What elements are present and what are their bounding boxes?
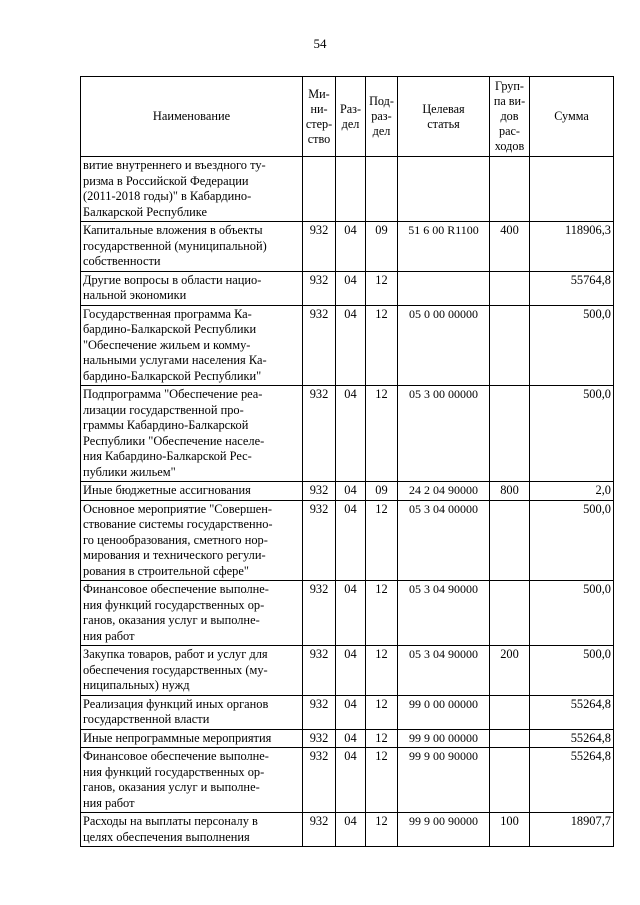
col-header-razdel: Раз- дел — [336, 77, 366, 157]
page-number: 54 — [313, 36, 327, 51]
cell-ministry: 932 — [303, 271, 336, 305]
cell-ministry — [303, 157, 336, 222]
cell-group: 800 — [490, 482, 530, 501]
cell-podrazdel — [366, 157, 398, 222]
cell-name: Основное мероприятие "Совершен- ствование системы государственно- го ценообразования, сметного нор- мирования и технического регули- рования в строительной сфере" — [81, 500, 303, 581]
cell-group — [490, 305, 530, 386]
cell-razdel: 04 — [336, 482, 366, 501]
cell-podrazdel: 12 — [366, 581, 398, 646]
cell-razdel: 04 — [336, 222, 366, 272]
table-row — [81, 813, 614, 847]
table-row — [81, 581, 614, 646]
cell-group — [490, 748, 530, 813]
cell-podrazdel: 12 — [366, 305, 398, 386]
cell-name: Капитальные вложения в объекты государственной (муниципальной) собственности — [81, 222, 303, 272]
cell-name: Финансовое обеспечение выполне- ния функций государственных ор- ганов, оказания услуг и выполне- ния работ — [81, 748, 303, 813]
col-header-sum: Сумма — [530, 77, 614, 157]
table-row — [81, 646, 614, 696]
cell-group — [490, 500, 530, 581]
cell-target: 99 9 00 90000 — [398, 813, 490, 847]
cell-sum: 55764,8 — [530, 271, 614, 305]
cell-target: 05 0 00 00000 — [398, 305, 490, 386]
cell-podrazdel: 12 — [366, 748, 398, 813]
cell-podrazdel: 12 — [366, 813, 398, 847]
cell-target: 51 6 00 R1100 — [398, 222, 490, 272]
cell-ministry: 932 — [303, 500, 336, 581]
cell-name: Государственная программа Ка- бардино-Балкарской Республики "Обеспечение жильем и комму- нальными услугами населения Ка- бардино-Балкарской Республики" — [81, 305, 303, 386]
cell-sum: 55264,8 — [530, 729, 614, 748]
cell-target: 24 2 04 90000 — [398, 482, 490, 501]
cell-ministry: 932 — [303, 482, 336, 501]
col-header-ministry: Ми- ни- стер- ство — [303, 77, 336, 157]
cell-sum: 118906,3 — [530, 222, 614, 272]
cell-target: 05 3 04 90000 — [398, 581, 490, 646]
cell-sum: 55264,8 — [530, 748, 614, 813]
table-row — [81, 729, 614, 748]
col-header-podrazdel: Под- раз- дел — [366, 77, 398, 157]
cell-sum: 500,0 — [530, 305, 614, 386]
cell-name: Другие вопросы в области нацио- нальной экономики — [81, 271, 303, 305]
cell-group: 200 — [490, 646, 530, 696]
table-row — [81, 157, 614, 222]
cell-razdel: 04 — [336, 748, 366, 813]
col-header-group: Груп- па ви- дов рас- ходов — [490, 77, 530, 157]
col-header-target: Целевая статья — [398, 77, 490, 157]
table-row — [81, 748, 614, 813]
cell-razdel: 04 — [336, 386, 366, 482]
table-row — [81, 305, 614, 386]
cell-podrazdel: 12 — [366, 271, 398, 305]
cell-sum: 18907,7 — [530, 813, 614, 847]
cell-sum: 500,0 — [530, 581, 614, 646]
table-row — [81, 222, 614, 272]
cell-podrazdel: 12 — [366, 500, 398, 581]
cell-target — [398, 271, 490, 305]
cell-name: витие внутреннего и въездного ту- ризма в Российской Федерации (2011-2018 годы)" в Кабардино- Балкарской Республике — [81, 157, 303, 222]
cell-razdel: 04 — [336, 500, 366, 581]
cell-name: Подпрограмма "Обеспечение реа- лизации государственной про- граммы Кабардино-Балкарской Республики "Обеспечение населе- ния Кабардино-Балкарской Рес- публики жильем" — [81, 386, 303, 482]
cell-razdel: 04 — [336, 695, 366, 729]
table-row — [81, 482, 614, 501]
cell-ministry: 932 — [303, 729, 336, 748]
table-row — [81, 695, 614, 729]
cell-group — [490, 695, 530, 729]
cell-razdel: 04 — [336, 729, 366, 748]
cell-razdel: 04 — [336, 581, 366, 646]
cell-razdel: 04 — [336, 305, 366, 386]
table-row — [81, 271, 614, 305]
cell-ministry: 932 — [303, 305, 336, 386]
cell-razdel: 04 — [336, 646, 366, 696]
header-row — [81, 77, 614, 157]
cell-name: Иные бюджетные ассигнования — [81, 482, 303, 501]
cell-name: Иные непрограммные мероприятия — [81, 729, 303, 748]
cell-target: 99 9 00 00000 — [398, 729, 490, 748]
cell-group: 400 — [490, 222, 530, 272]
budget-table — [80, 76, 614, 847]
cell-group — [490, 729, 530, 748]
cell-group: 100 — [490, 813, 530, 847]
cell-ministry: 932 — [303, 222, 336, 272]
cell-group — [490, 271, 530, 305]
cell-ministry: 932 — [303, 748, 336, 813]
cell-sum — [530, 157, 614, 222]
cell-sum: 500,0 — [530, 500, 614, 581]
cell-group — [490, 157, 530, 222]
cell-name: Закупка товаров, работ и услуг для обеспечения государственных (му- ниципальных) нужд — [81, 646, 303, 696]
cell-name: Расходы на выплаты персоналу в целях обеспечения выполнения — [81, 813, 303, 847]
col-header-name: Наименование — [81, 77, 303, 157]
cell-podrazdel: 12 — [366, 695, 398, 729]
cell-sum: 500,0 — [530, 646, 614, 696]
cell-ministry: 932 — [303, 386, 336, 482]
cell-target: 05 3 00 00000 — [398, 386, 490, 482]
cell-target: 99 9 00 90000 — [398, 748, 490, 813]
cell-ministry: 932 — [303, 695, 336, 729]
cell-group — [490, 386, 530, 482]
cell-razdel: 04 — [336, 813, 366, 847]
cell-ministry: 932 — [303, 646, 336, 696]
cell-podrazdel: 09 — [366, 222, 398, 272]
cell-sum: 500,0 — [530, 386, 614, 482]
cell-razdel: 04 — [336, 271, 366, 305]
cell-ministry: 932 — [303, 581, 336, 646]
cell-target: 99 0 00 00000 — [398, 695, 490, 729]
cell-ministry: 932 — [303, 813, 336, 847]
table-body — [81, 157, 614, 847]
cell-target: 05 3 04 90000 — [398, 646, 490, 696]
cell-podrazdel: 12 — [366, 729, 398, 748]
table-row — [81, 500, 614, 581]
cell-podrazdel: 12 — [366, 386, 398, 482]
cell-group — [490, 581, 530, 646]
cell-name: Реализация функций иных органов государственной власти — [81, 695, 303, 729]
table-row — [81, 386, 614, 482]
cell-sum: 55264,8 — [530, 695, 614, 729]
cell-name: Финансовое обеспечение выполне- ния функций государственных ор- ганов, оказания услуг и выполне- ния работ — [81, 581, 303, 646]
cell-sum: 2,0 — [530, 482, 614, 501]
cell-target: 05 3 04 00000 — [398, 500, 490, 581]
cell-podrazdel: 12 — [366, 646, 398, 696]
cell-target — [398, 157, 490, 222]
cell-podrazdel: 09 — [366, 482, 398, 501]
cell-razdel — [336, 157, 366, 222]
